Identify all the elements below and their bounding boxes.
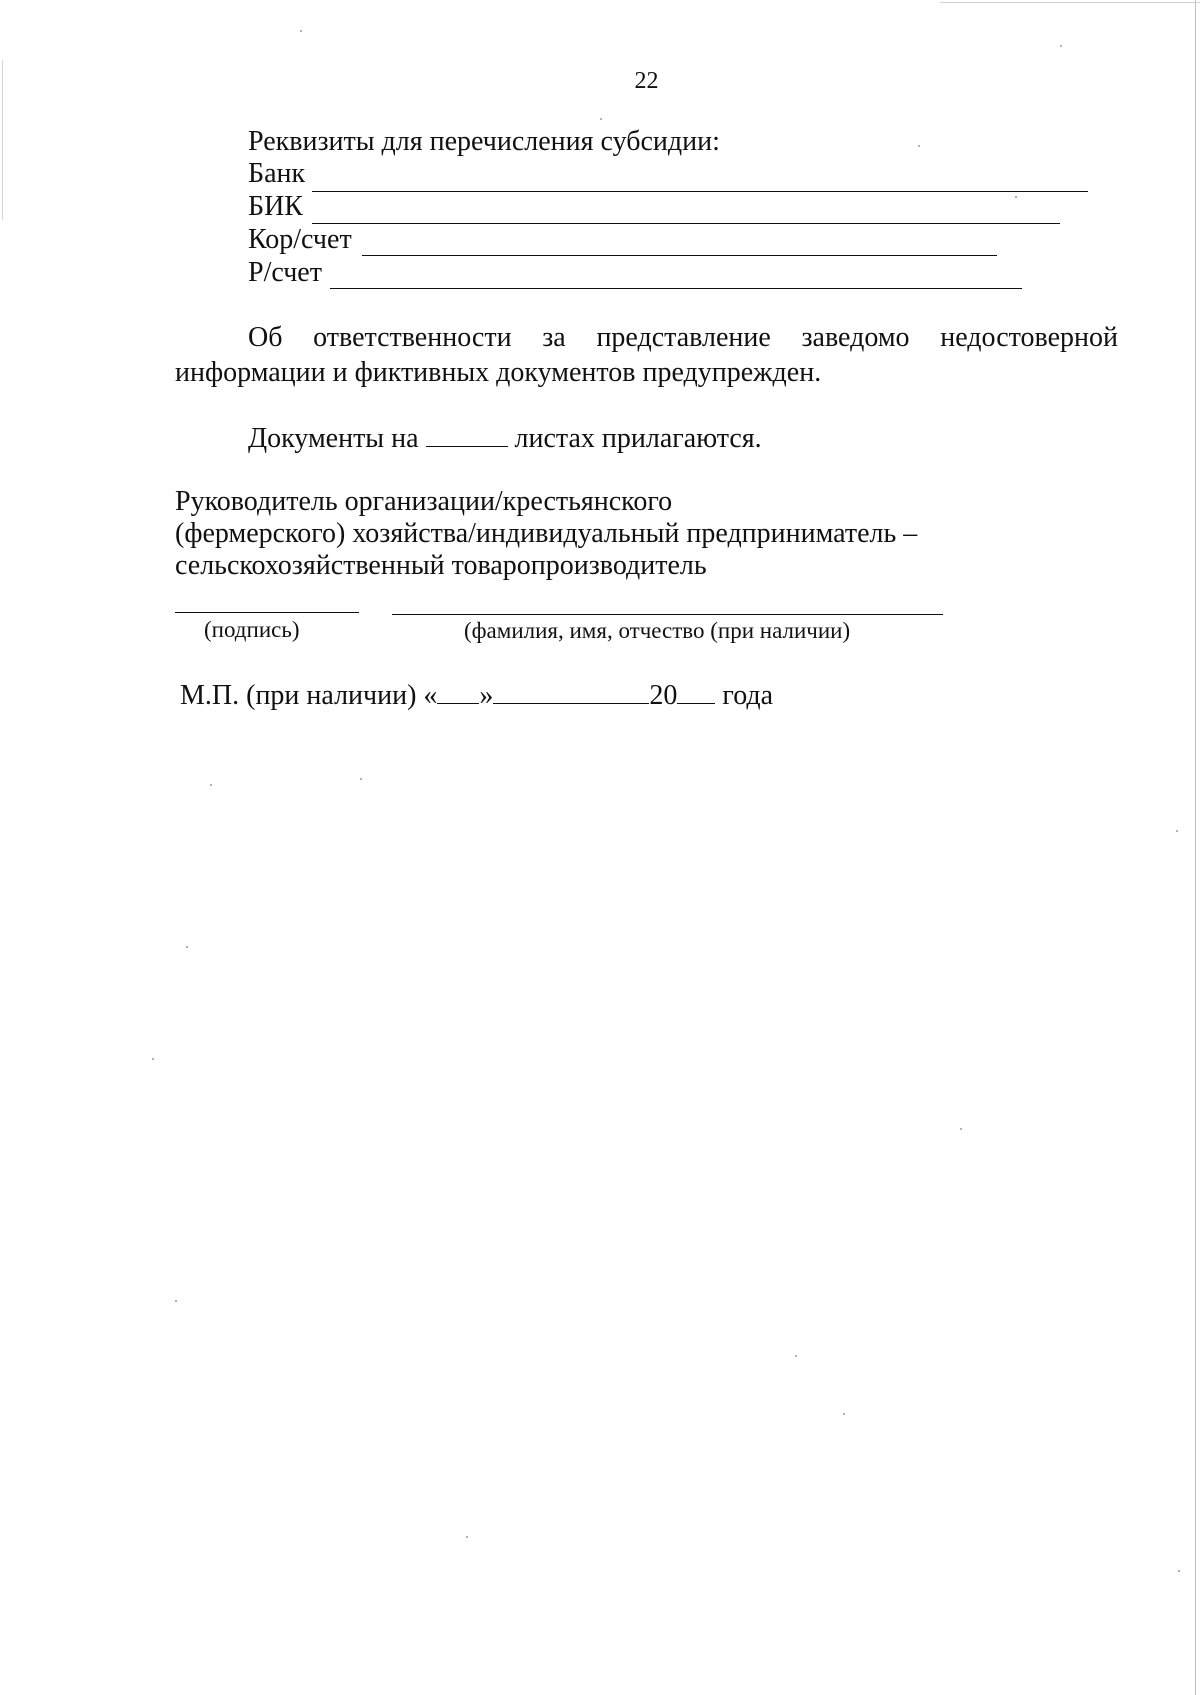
signature-line[interactable] bbox=[175, 612, 359, 613]
century: 20 bbox=[649, 680, 678, 711]
scan-speck bbox=[152, 1058, 154, 1060]
bank-field-line[interactable] bbox=[312, 191, 1088, 192]
signer-line-3: сельскохозяйственный товаропроизводитель bbox=[175, 550, 707, 581]
scan-speck bbox=[1178, 1570, 1180, 1572]
scan-speck bbox=[210, 784, 212, 786]
stamp-prefix: М.П. (при наличии) « bbox=[180, 680, 438, 711]
scan-speck bbox=[466, 1536, 468, 1538]
word: Об bbox=[248, 322, 283, 353]
scan-speck bbox=[600, 118, 602, 120]
documents-after: листах прилагаются. bbox=[514, 423, 762, 454]
responsibility-line-1 bbox=[248, 322, 1118, 354]
bik-label: БИК bbox=[248, 191, 303, 222]
scan-speck bbox=[186, 946, 188, 948]
sheet-count-field[interactable] bbox=[426, 420, 508, 447]
full-name-caption: (фамилия, имя, отчество (при наличии) bbox=[464, 618, 851, 643]
scan-speck bbox=[300, 30, 302, 32]
signer-line-2: (фермерского) хозяйства/индивидуальный предприниматель – bbox=[175, 518, 918, 549]
word: за bbox=[542, 322, 566, 353]
scan-speck bbox=[1015, 196, 1017, 198]
r-account-field-line[interactable] bbox=[330, 288, 1022, 289]
scan-speck bbox=[795, 1355, 797, 1357]
scan-speck bbox=[918, 145, 920, 147]
bik-field-line[interactable] bbox=[312, 223, 1060, 224]
day-field[interactable] bbox=[437, 677, 479, 704]
year-suffix: года bbox=[722, 680, 774, 711]
word: недостоверной bbox=[940, 322, 1118, 353]
page-number: 22 bbox=[634, 68, 659, 94]
documents-before: Документы на bbox=[248, 423, 419, 454]
year-field[interactable] bbox=[677, 677, 715, 704]
signature-caption: (подпись) bbox=[204, 617, 300, 642]
scan-edge bbox=[940, 2, 1200, 3]
scan-speck bbox=[843, 1413, 845, 1415]
stamp-date-line bbox=[180, 677, 773, 712]
responsibility-line-2: информации и фиктивных документов предупрежден. bbox=[175, 357, 822, 388]
close-quote: » bbox=[479, 680, 494, 711]
scan-edge bbox=[1195, 0, 1196, 1695]
signer-line-1: Руководитель организации/крестьянского bbox=[175, 486, 673, 517]
word: ответственности bbox=[313, 322, 512, 353]
requisites-heading: Реквизиты для перечисления субсидии: bbox=[248, 126, 720, 157]
full-name-line[interactable] bbox=[392, 614, 943, 615]
scan-speck bbox=[1176, 830, 1178, 832]
r-account-label: Р/счет bbox=[248, 257, 322, 288]
month-field[interactable] bbox=[493, 677, 649, 704]
word: представление bbox=[596, 322, 771, 353]
kor-account-field-line[interactable] bbox=[362, 255, 997, 256]
scan-speck bbox=[360, 778, 362, 780]
word: заведомо bbox=[801, 322, 910, 353]
scan-speck bbox=[175, 1300, 177, 1302]
bank-label: Банк bbox=[248, 158, 306, 189]
scan-speck bbox=[960, 1128, 962, 1130]
kor-account-label: Кор/счет bbox=[248, 224, 352, 255]
scan-speck bbox=[1060, 45, 1062, 47]
documents-line bbox=[248, 420, 762, 455]
